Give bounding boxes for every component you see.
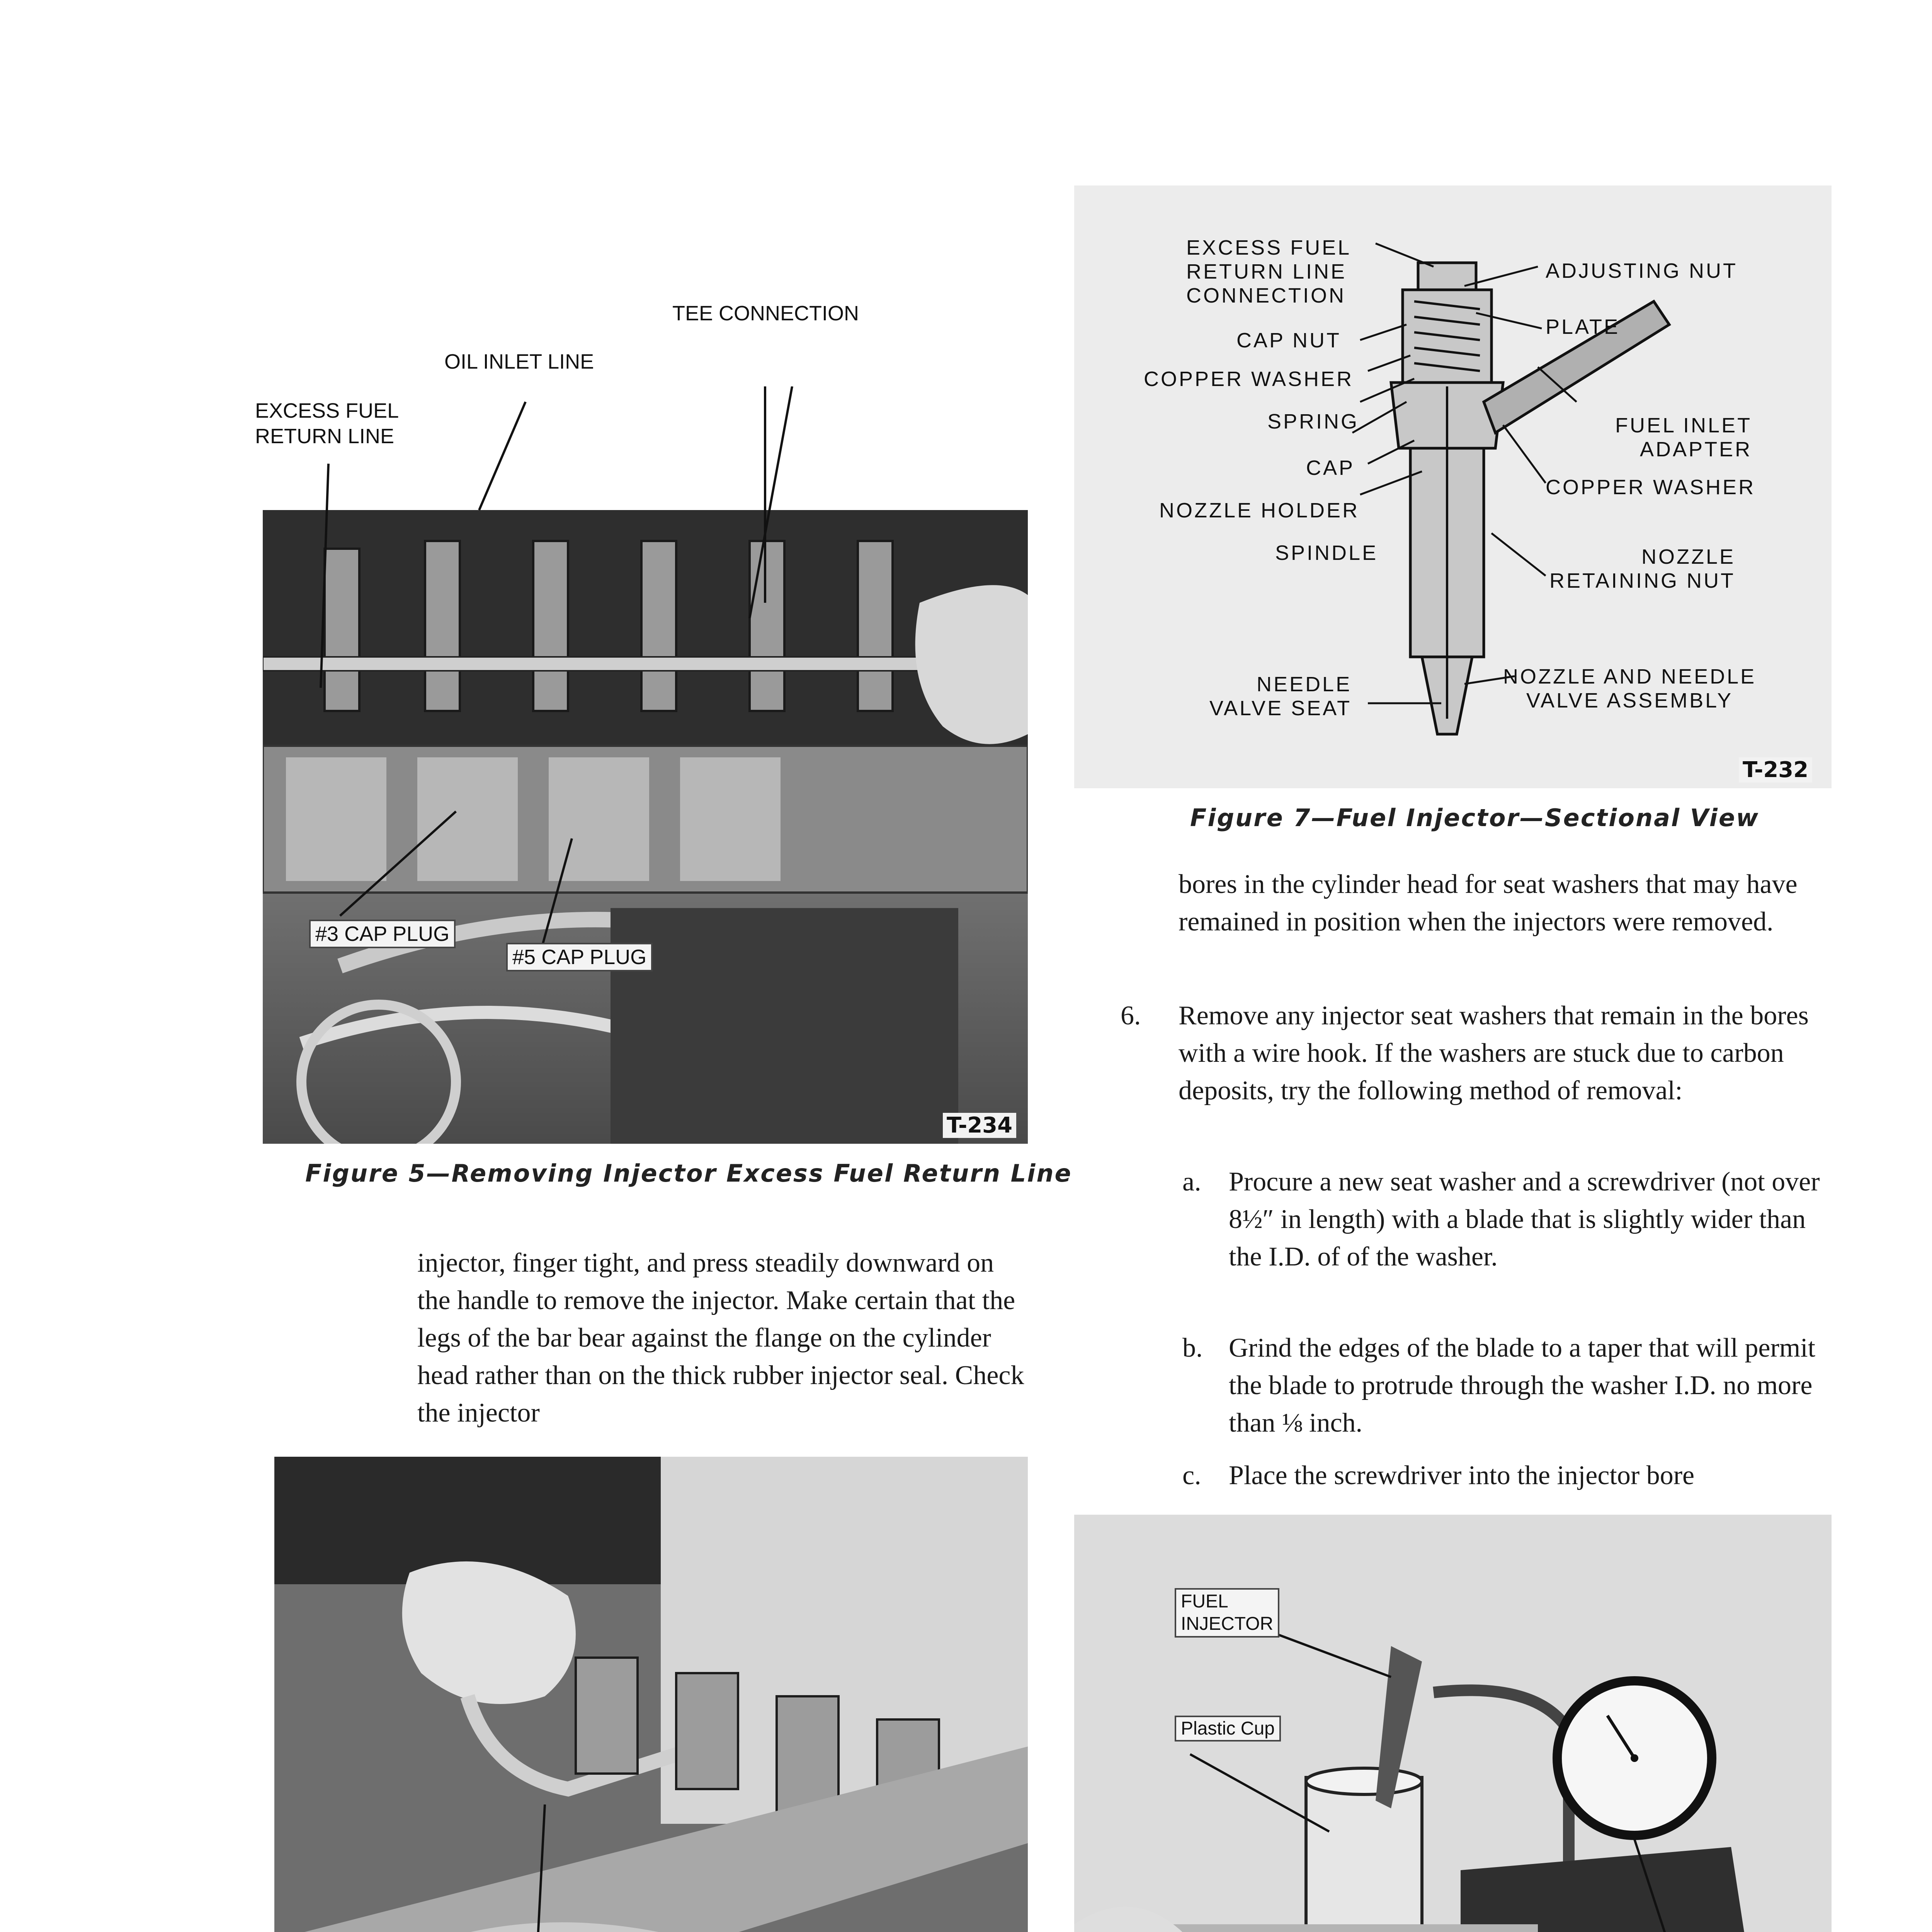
step-6-paragraph: Remove any injector seat washers that remain in the bores with a wire hook. If the washers are stuck due to carbon deposits, try the following method of removal: [1179,1001,1809,1105]
label-needle-valve-seat: NEEDLE VALVE SEAT [1209,673,1352,720]
figure-6-photo [274,1457,1028,1932]
sub-step-b-paragraph: Grind the edges of the blade to a taper that will permit the blade to protrude through the washer I.D. no more than ⅛ inch. [1229,1333,1816,1438]
label-fuel-injector: FUEL INJECTOR [1175,1588,1279,1638]
label-cap: CAP [1306,456,1355,480]
label-copper-washer-right: COPPER WASHER [1546,476,1756,499]
label-adjusting-nut: ADJUSTING NUT [1546,259,1738,282]
label-nozzle-and-needle-valve-assembly: NOZZLE AND NEEDLE VALVE ASSEMBLY [1503,665,1757,712]
step-6-number: 6. [1121,1001,1141,1031]
sub-step-a-paragraph: Procure a new seat washer and a screwdriver (not over 8½″ in length) with a blade that is slightly wider than the I.D. of of the washer. [1229,1167,1820,1272]
left-paragraph-injector [417,1244,1032,1432]
sub-step-c-paragraph: Place the screwdriver into the injector bore [1229,1461,1695,1490]
label-oil-inlet-line: OIL INLET LINE [444,350,594,373]
label-copper-washer-left: COPPER WASHER [1144,367,1354,391]
label-cap-plug-5: #5 CAP PLUG [506,943,653,971]
label-nozzle-retaining-nut: NOZZLE RETAINING NUT [1549,545,1735,592]
sub-step-b-text [1229,1329,1835,1442]
figure-7-caption: Figure 7—Fuel Injector—Sectional View [1190,804,1760,832]
figure-5-photo [263,386,1028,1144]
step-6-text [1179,997,1835,1109]
sub-step-c-letter: c. [1182,1461,1201,1490]
label-fuel-inlet-adapter: FUEL INLET ADAPTER [1615,414,1752,461]
sub-step-a-text [1229,1163,1835,1276]
sub-step-c-text [1229,1457,1835,1494]
paragraph-text: bores in the cylinder head for seat washers that may have remained in position when the injectors were removed. [1179,869,1798,937]
label-plate: PLATE [1546,315,1620,338]
label-plastic-cup: Plastic Cup [1175,1716,1281,1742]
label-cap-plug-3: #3 CAP PLUG [309,920,456,948]
label-cap-nut: CAP NUT [1236,329,1342,352]
label-spindle: SPINDLE [1275,541,1378,565]
label-nozzle-holder: NOZZLE HOLDER [1159,499,1360,522]
label-spring: SPRING [1267,410,1359,433]
left-paragraph-text: injector, finger tight, and press steadily downward on the handle to remove the injector. Make certain that the legs of the bar bear against the flange on the cylinder head rather than on the thick rubber injector seal. Check the injector [417,1248,1024,1428]
figure-5-tag: T-234 [943,1113,1016,1138]
sub-step-b-letter: b. [1182,1333,1203,1363]
figure-7-tag: T-232 [1739,757,1812,782]
label-excess-fuel-return-line-connection: EXCESS FUEL RETURN LINE CONNECTION [1186,236,1352,307]
label-excess-fuel-return-line: EXCESS FUEL RETURN LINE [255,399,399,448]
injector-removal-illustration [274,1457,1028,1932]
figure-5-caption: Figure 5—Removing Injector Excess Fuel Return Line [305,1159,1072,1187]
label-tee-connection: TEE CONNECTION [672,302,859,325]
right-paragraph-bores [1179,866,1835,940]
sub-step-a-letter: a. [1182,1167,1201,1197]
engine-photo-illustration [263,386,1028,1144]
